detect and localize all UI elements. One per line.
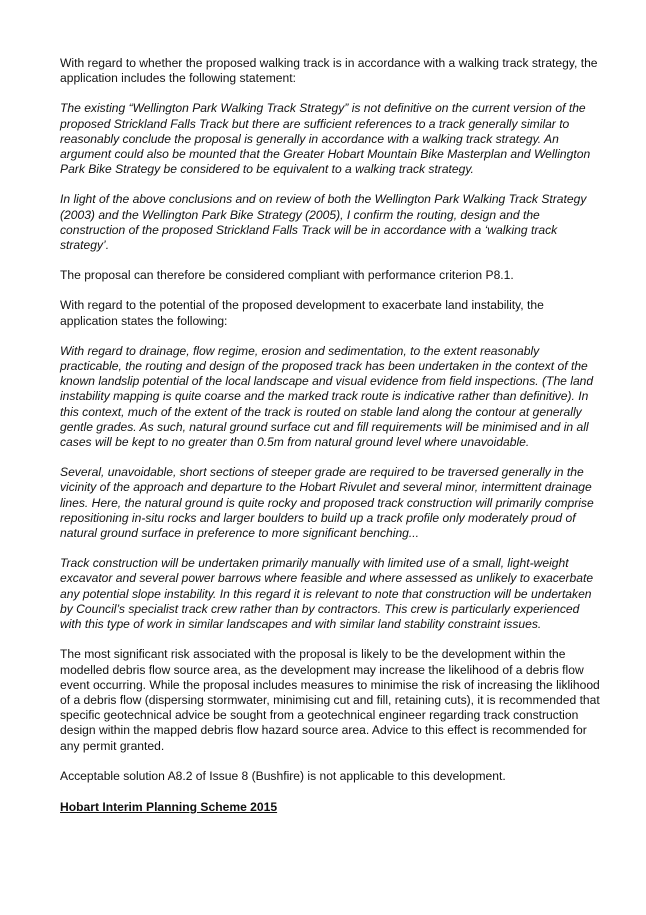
quote-existing-strategy: The existing “Wellington Park Walking Track Strategy” is not definitive on the current version of the proposed Strickland Falls Track but there are sufficient references to a track generally similar to reasonably conclude the proposal is generally in accordance with a walking track strategy. An argument could also be mounted that the Greater Hobart Mountain Bike Masterplan and Wellington Park Bike Strategy be considered to be equivalent to a walking track strategy. [60, 101, 591, 177]
paragraph-land-instability-intro: With regard to the potential of the proposed development to exacerbate land instability, the application states the following: [60, 298, 544, 328]
paragraph-compliance: The proposal can therefore be considered compliant with performance criterion P8.1. [60, 268, 514, 283]
quote-track-construction: Track construction will be undertaken primarily manually with limited use of a small, light-weight excavator and several power barrows where feasible and where assessed as unlikely to exacerbate any potential slope instability. In this regard it is relevant to note that construction will be undertaken by Council’s specialist track crew rather than by contractors. This crew is particularly experienced with this type of work in similar landscapes and with similar land stability constraint issues. [60, 556, 594, 632]
paragraph-debris-flow-risk: The most significant risk associated with the proposal is likely to be the development within the modelled debris flow source area, as the development may increase the likelihood of a debris flow event occurring. While the proposal includes measures to minimise the risk of increasing the liklihood of a debris flow (dispersing stormwater, minimising cut and fill, retaining cuts), it is recommended that specific geotechnical advice be sought from a geotechnical engineer regarding track construction design within the mapped debris flow hazard source area. Advice to this effect is recommended for any permit granted. [60, 647, 600, 753]
section-heading: Hobart Interim Planning Scheme 2015 [60, 799, 278, 814]
paragraph-bushfire: Acceptable solution A8.2 of Issue 8 (Bushfire) is not applicable to this development. [60, 768, 506, 783]
quote-conclusion: In light of the above conclusions and on review of both the Wellington Park Walking Track Strategy (2003) and the Wellington Park Bike Strategy (2005), I confirm the routing, design and the construction of the proposed Strickland Falls Track will be in accordance with a ‘walking track strategy’. [60, 192, 587, 253]
paragraph-walking-track-intro: With regard to whether the proposed walking track is in accordance with a walking track strategy, the application includes the following statement: [60, 56, 598, 86]
quote-steeper-sections: Several, unavoidable, short sections of steeper grade are required to be traversed generally in the vicinity of the approach and departure to the Hobart Rivulet and several minor, intermittent drainage lines. Here, the natural ground is quite rocky and proposed track construction will primarily comprise repositioning in-situ rocks and larger boulders to build up a track profile only moderately proud of natural ground surface in preference to more significant benching... [60, 465, 594, 541]
document-page [60, 56, 600, 815]
quote-drainage: With regard to drainage, flow regime, erosion and sedimentation, to the extent reasonably practicable, the routing and design of the proposed track has been undertaken in the context of the known landslip potential of the local landscape and visual evidence from field inspections. (The land instability mapping is quite coarse and the marked track route is indicative rather than definitive). In this context, much of the extent of the track is routed on stable land along the contour at generally gentle grades. As such, natural ground surface cut and fill requirements will be minimised and in all cases will be kept to no greater than 0.5m from natural ground level where unavoidable. [60, 343, 594, 450]
